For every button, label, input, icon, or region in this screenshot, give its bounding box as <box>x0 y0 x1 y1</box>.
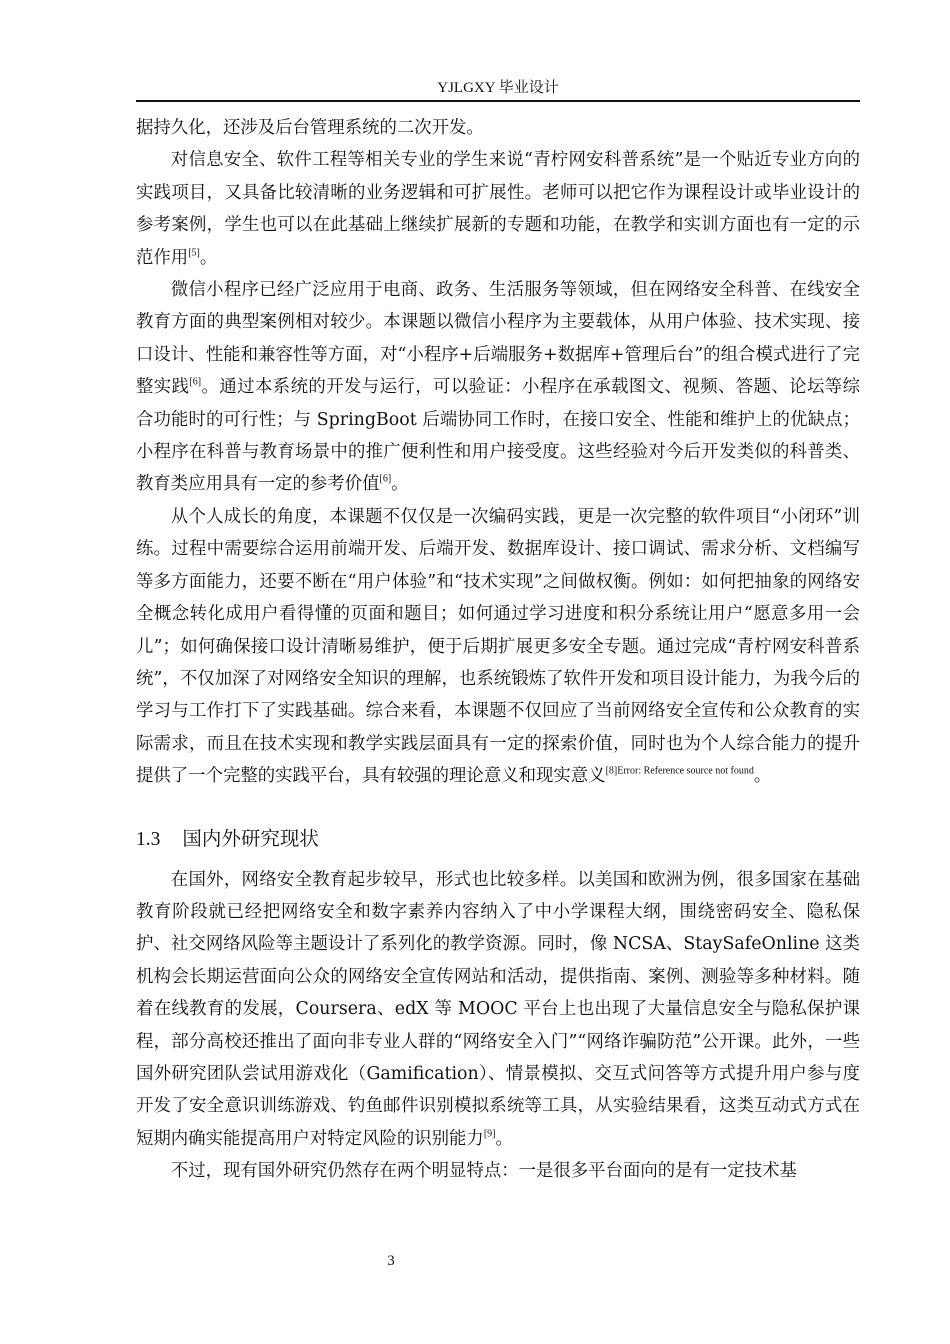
paragraph-text: 不过，现有国外研究仍然存在两个明显特点：一是很多平台面向的是有一定技术基 <box>170 1161 797 1182</box>
body-text <box>136 112 860 1188</box>
paragraph-abroad-limitations <box>136 1155 860 1187</box>
page-number: 3 <box>387 1253 395 1269</box>
paragraph-text: 微信小程序已经广泛应用于电商、政务、生活服务等领域，但在网络安全科普、在线安全教育方面的典型案例相对较少。本课题以微信小程序为主要载体，从用户体验、技术实现、接口设计、性能和兼容性等方面，对“小程序+后端服务+数据库+管理后台”的组合模式进行了完整实践 <box>136 280 860 398</box>
paragraph-mini-program <box>136 274 860 501</box>
paragraph-tail: 。 <box>753 766 772 787</box>
paragraph-text: 据持久化，还涉及后台管理系统的二次开发。 <box>136 118 484 138</box>
paragraph-text: 从个人成长的角度，本课题不仅仅是一次编码实践，更是一次完整的软件项目“小闭环”训练。过程中需要综合运用前端开发、后端开发、数据库设计、接口调试、需求分析、文档编写等多方面能力，还要不断在“用户体验”和“技术实现”之间做权衡。例如：如何把抽象的网络安全概念转化成用户看得懂的页面和题目；如何通过学习进度和积分系统让用户“愿意多用一会儿”；如何确保接口设计清晰易维护，便于后期扩展更多安全专题。通过完成“青柠网安科普系统”，不仅加深了对网络安全知识的理解，也系统锻炼了软件开发和项目设计能力，为我今后的学习与工作打下了实践基础。综合来看，本课题不仅回应了当前网络安全宣传和公众教育的实际需求，而且在技术实现和教学实践层面具有一定的探索价值，同时也为个人综合能力的提升提供了一个完整的实践平台，具有较强的理论意义和现实意义 <box>136 506 860 787</box>
section-title: 国内外研究现状 <box>182 826 319 850</box>
citation: [6] <box>189 376 202 388</box>
citation: [6] <box>379 473 392 485</box>
paragraph-teaching-value <box>136 144 860 274</box>
citation: [9] <box>483 1128 496 1140</box>
paragraph-text: 。通过本系统的开发与运行，可以验证：小程序在承载图文、视频、答题、论坛等综合功能时的可行性；与 SpringBoot 后端协同工作时，在接口安全、性能和维护上的优缺点；小程序在科普与教育场景中的推广便利性和用户接受度。这些经验对今后开发类似的科普类、教育类应用具有一定的参考价值 <box>136 377 860 495</box>
citation: [5] <box>188 247 200 259</box>
running-header: YJLGXY 毕业设计 <box>437 80 559 96</box>
paragraph-text: 对信息安全、软件工程等相关专业的学生来说“青柠网安科普系统”是一个贴近专业方向的实践项目，又具备比较清晰的业务逻辑和可扩展性。老师可以把它作为课程设计或毕业设计的参考案例，学生也可以在此基础上继续扩展新的专题和功能，在教学和实训方面也有一定的示范作用 <box>136 150 860 268</box>
paragraph-tail: 。 <box>199 247 218 268</box>
paragraph-tail: 。 <box>495 1128 513 1149</box>
paragraph-personal-growth <box>136 501 860 793</box>
section-number: 1.3 <box>136 828 161 850</box>
header-rule <box>136 100 860 102</box>
citation-error: [8]Error: Reference source not found <box>605 765 754 777</box>
paragraph-text: 在国外，网络安全教育起步较早，形式也比较多样。以美国和欧洲为例，很多国家在基础教育阶段就已经把网络安全和数字素养内容纳入了中小学课程大纲，围绕密码安全、隐私保护、社交网络风险等主题设计了系列化的教学资源。同时，像 NCSA、StaySafeOnline 这类机构会长期运营面向公众的网络安全宣传网站和活动，提供指南、案例、测验等多种材料。随着在线教育的发展，Coursera、edX 等 MOOC 平台上也出现了大量信息安全与隐私保护课程，部分高校还推出了面向非专业人群的“网络安全入门”“网络诈骗防范”公开课。此外，一些国外研究团队尝试用游戏化（Gamification）、情景模拟、交互式问答等方式提升用户参与度开发了安全意识训练游戏、钓鱼邮件识别模拟系统等工具，从实验结果看，这类互动式方式在短期内确实能提高用户对特定风险的识别能力 <box>136 869 860 1149</box>
section-heading <box>136 823 860 856</box>
paragraph-continued <box>136 112 860 144</box>
paragraph-abroad-research <box>136 864 860 1156</box>
paragraph-tail: 。 <box>391 474 409 495</box>
